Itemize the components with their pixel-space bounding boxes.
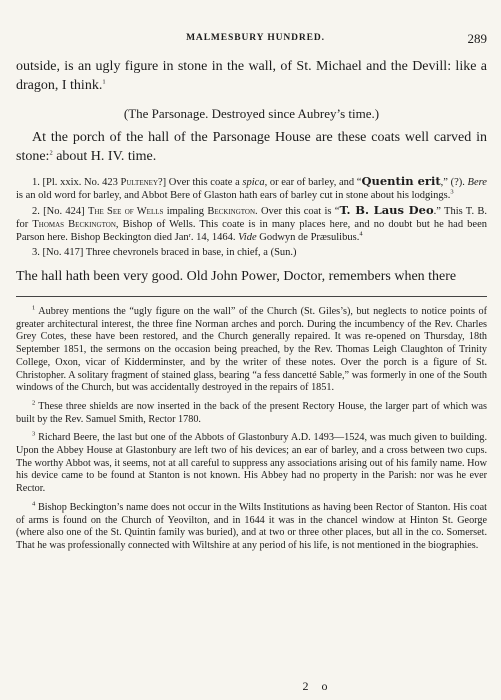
entry-1-text-2: , or ear of barley, and “ xyxy=(264,177,362,188)
page-header xyxy=(24,33,487,47)
porch-paragraph xyxy=(16,128,487,166)
coat-entries xyxy=(16,175,487,259)
footnote-1-marker: 1 xyxy=(32,304,36,312)
coat-entry-2 xyxy=(16,204,487,244)
footnote-3 xyxy=(16,432,487,496)
footnote-3-marker: 3 xyxy=(32,430,36,438)
footnote-4 xyxy=(16,502,487,553)
footnote-ref-1: 1 xyxy=(102,78,106,86)
footnote-2-marker: 2 xyxy=(32,399,36,407)
entry-2-see: The See of Wells xyxy=(87,206,164,217)
entry-1-text: ?] Over this coate a xyxy=(158,177,243,188)
footnote-4-text: Bishop Beckington’s name does not occur in the Wilts Institutions as having been Rector of Stanton. His coat of arms is found on the Church of Yeovilton, and in 1644 it was in the chancel window at Hinton St. George (where also one of the St. Quintin family was buried), and at two or three other places, but all in the co. Somerset. That he was professionally connected with Wiltshire at any period of his life, is not mentioned in the biographies. xyxy=(16,501,487,551)
entry-2-vide: Vide xyxy=(238,232,257,243)
footnotes xyxy=(16,306,487,553)
opening-paragraph xyxy=(16,57,487,95)
entry-1-rest: is an old word for barley, and Abbot Bere of Glaston hath ears of barley cut in stone about his lodgings. xyxy=(16,190,451,201)
entry-2-thomas: Thomas Beckington xyxy=(32,219,116,230)
footnote-rule xyxy=(16,296,487,297)
entry-2-end: Godwyn de Præsulibus. xyxy=(256,232,360,243)
footnote-ref-4: 4 xyxy=(359,230,363,238)
coat-entry-3: 3. [No. 417] Three chevronels braced in base, in chief, a (Sun.) xyxy=(32,247,297,258)
entry-1-spica: spica xyxy=(242,177,265,188)
footnote-3-text: Richard Beere, the last but one of the Abbots of Glastonbury A.D. 1493—1524, was much given to building. Upon the Abbey House at Glastonbury are left two of his devices; an ear of barley, and a cross between two cups. The worthy Abbot was, it seems, not at all careful to suppress any associations arising out of his family name. How his device came to be found at Stanton is not known. His Abbey had no property in the Parish: nor was he ever Rector. xyxy=(16,432,487,495)
porch-paragraph-end: about H. IV. time. xyxy=(52,149,157,164)
entry-2-text-2: . Over this coat is “ xyxy=(255,206,340,217)
entry-2-rest: , Bishop of Wells. This coate is in many places here, and no doubt but he had been Parson here. Bishop Beckington died Janʳ. 14, 1464. xyxy=(16,219,487,243)
hall-paragraph: The hall hath been very good. Old John Power, Doctor, remembers when there xyxy=(16,269,457,284)
signature-mark: 2 o xyxy=(302,679,333,693)
porch-paragraph-text: At the porch of the hall of the Parsonage House are these coats well carved in stone: xyxy=(16,130,487,164)
entry-2-text: impaling xyxy=(163,206,208,217)
page-number: 289 xyxy=(467,31,487,46)
footnote-1 xyxy=(16,306,487,395)
footnote-ref-3: 3 xyxy=(450,188,454,196)
footnote-2-text: These three shields are now inserted in the back of the present Rectory House, the larger part of which was built by the Rev. Samuel Smith, Rector 1780. xyxy=(16,400,487,425)
entry-1-motto: Quentin erit xyxy=(361,174,441,188)
footnote-1-text: Aubrey mentions the “ugly figure on the wall” of the Church (St. Giles’s), but neglects to notice points of greater architectural interest, the three fine Norman arches and porch. During the incumbency of the Rev. Charles Grey Cotes, these have been restored, and the Church generally repaired. It was re-opened on Thursday, 18th September 1851, the sermons on the occasion being preached, by the Rev. Thomas Leigh Claughton of Trinity College, Oxon, vicar of Kidderminster, and by the writer of these notes. Over the porch is a figure of St. Christopher. A solitary fragment of stained glass, bearing “a fess dancetté Sable,” was formerly in one of the South windows of the Church, but was accidentally destroyed in the repairs of 1851. xyxy=(16,306,487,394)
entry-2-beckington: Beckington xyxy=(207,206,256,217)
entry-1-family: Pulteney xyxy=(120,177,158,188)
section-heading: (The Parsonage. Destroyed since Aubrey’s time.) xyxy=(123,106,380,121)
coat-entry-1 xyxy=(16,175,487,202)
entry-1-prefix: 1. [Pl. xxix. No. 423 xyxy=(32,177,121,188)
footnote-ref-2: 2 xyxy=(49,149,53,157)
footnote-4-marker: 4 xyxy=(32,500,36,508)
footnote-2 xyxy=(16,401,487,426)
entry-2-prefix: 2. [No. 424] xyxy=(32,206,88,217)
main-text xyxy=(16,57,487,559)
opening-paragraph-text: outside, is an ugly figure in stone in the wall, of St. Michael and the Devill: like a dragon, I think. xyxy=(16,59,487,93)
entry-1-bere: Bere xyxy=(467,177,487,188)
entry-2-motto: T. B. Laus Deo xyxy=(339,203,434,217)
entry-1-text-3: ,” (?). xyxy=(440,177,468,188)
entry-2-text-3: .” This T. B. for xyxy=(16,206,487,230)
running-head: MALMESBURY HUNDRED. xyxy=(186,33,325,43)
